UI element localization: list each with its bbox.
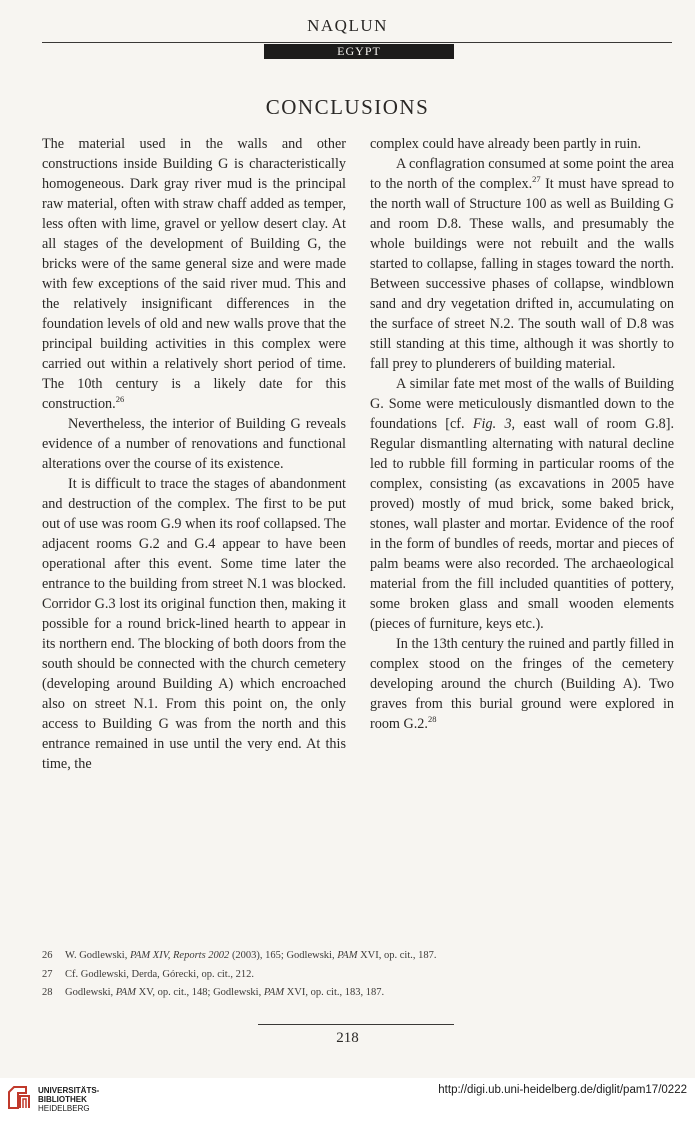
- paragraph: A similar fate met most of the walls of Building G. Some were meticulously dismantled down to the foundations [cf. Fig. 3, east wall of room G.8]. Regular dismantling alternating with natural decline led to rubble fill forming in particular rooms of the complex, consisting (as excavations in 2005 have proved) mostly of mud brick, some baked brick, stones, wall plaster and mortar. Evidence of the roof in the form of bundles of reeds, mortar and pieces of palm beams were also recorded. The archaeological material from the fill included quantities of pottery, some broken glass and small wooden elements (pieces of furniture, keys etc.).: [370, 376, 674, 632]
- footnote-ref[interactable]: 28: [427, 714, 437, 724]
- page-number-rule: [258, 1024, 454, 1025]
- footnotes: [42, 947, 672, 1003]
- footnote: 27 Cf. Godlewski, Derda, Górecki, op. cit., 212.: [42, 968, 254, 980]
- footnote-ref[interactable]: 26: [115, 394, 125, 404]
- header-rule: [42, 42, 672, 43]
- paragraph: It is difficult to trace the stages of abandonment and destruction of the complex. The first to be put out of use was room G.9 when its roof collapsed. The adjacent rooms G.2 and G.4 appear to have been operational after this event. Some time later the entrance to the building from street N.1 was blocked. Corridor G.3 lost its original function then, making it possible for a round brick-lined hearth to appear in its northern end. The blocking of both doors from the south should be connected with the church cemetery (developing around Building A) which encroached also on street N.1. From this point on, the only access to Building G was from the north and this entrance remained in use until the very end. At this time, the: [42, 476, 346, 772]
- paragraph: complex could have already been partly in ruin.: [370, 136, 642, 152]
- footnote: 28 Godlewski, PAM XV, op. cit., 148; Godlewski, PAM XVI, op. cit., 183, 187.: [42, 987, 385, 998]
- library-footer: [0, 1078, 695, 1126]
- library-logo-text: UNIVERSITÄTS- BIBLIOTHEK HEIDELBERG: [38, 1086, 100, 1113]
- header-badge: EGYPT: [264, 44, 454, 59]
- left-column: [42, 134, 346, 774]
- library-logo-icon[interactable]: [6, 1084, 32, 1110]
- right-column: [370, 134, 674, 734]
- footnote: 26 W. Godlewski, PAM XIV, Reports 2002 (2003), 165; Godlewski, PAM XVI, op. cit., 187.: [42, 950, 437, 961]
- paragraph: The material used in the walls and other constructions inside Building G is characteristically homogeneous. Dark gray river mud is the principal raw material, often with straw chaff added as temper, less often with lime, gravel or yellow desert clay. At all stages of the development of Building G, the bricks were of the same general size and were made with few exceptions of the said river mud. This and the relatively insignificant differences in the foundation levels of old and new walls prove that the principal building activities in this complex were carried out within a relatively short period of time. The 10th century is a likely date for this construction.$^{26}$: [42, 136, 346, 412]
- paragraph: Nevertheless, the interior of Building G reveals evidence of a number of renovations and functional alterations over the course of its existence.: [42, 416, 346, 472]
- paragraph: A conflagration consumed at some point the area to the north of the complex.$^{27}$ It must have spread to the north wall of Structure 100 as well as Building G and room D.8. These walls, and presumably the whole buildings were not rebuilt and the walls started to collapse, falling in stages toward the north. Between successive phases of collapse, windblown sand and dry vegetation drifted in, accumulating on the surface of street N.2. The south wall of D.8 was still standing at this time, although it was shortly to fall prey to plunderers of building material.: [370, 156, 674, 372]
- figure-reference[interactable]: Fig. 3: [472, 416, 512, 432]
- paragraph: In the 13th century the ruined and partly filled in complex stood on the fringes of the cemetery developing around the church (Building A). Two graves from this burial ground were explored in room G.2.28: [370, 636, 674, 732]
- page-number: 218: [336, 1030, 359, 1046]
- footnote-ref[interactable]: 27: [532, 174, 541, 184]
- section-title: CONCLUSIONS: [265, 95, 430, 119]
- digital-library-url[interactable]: http://digi.ub.uni-heidelberg.de/diglit/pam17/0222: [438, 1084, 687, 1096]
- running-header-title: NAQLUN: [307, 16, 388, 35]
